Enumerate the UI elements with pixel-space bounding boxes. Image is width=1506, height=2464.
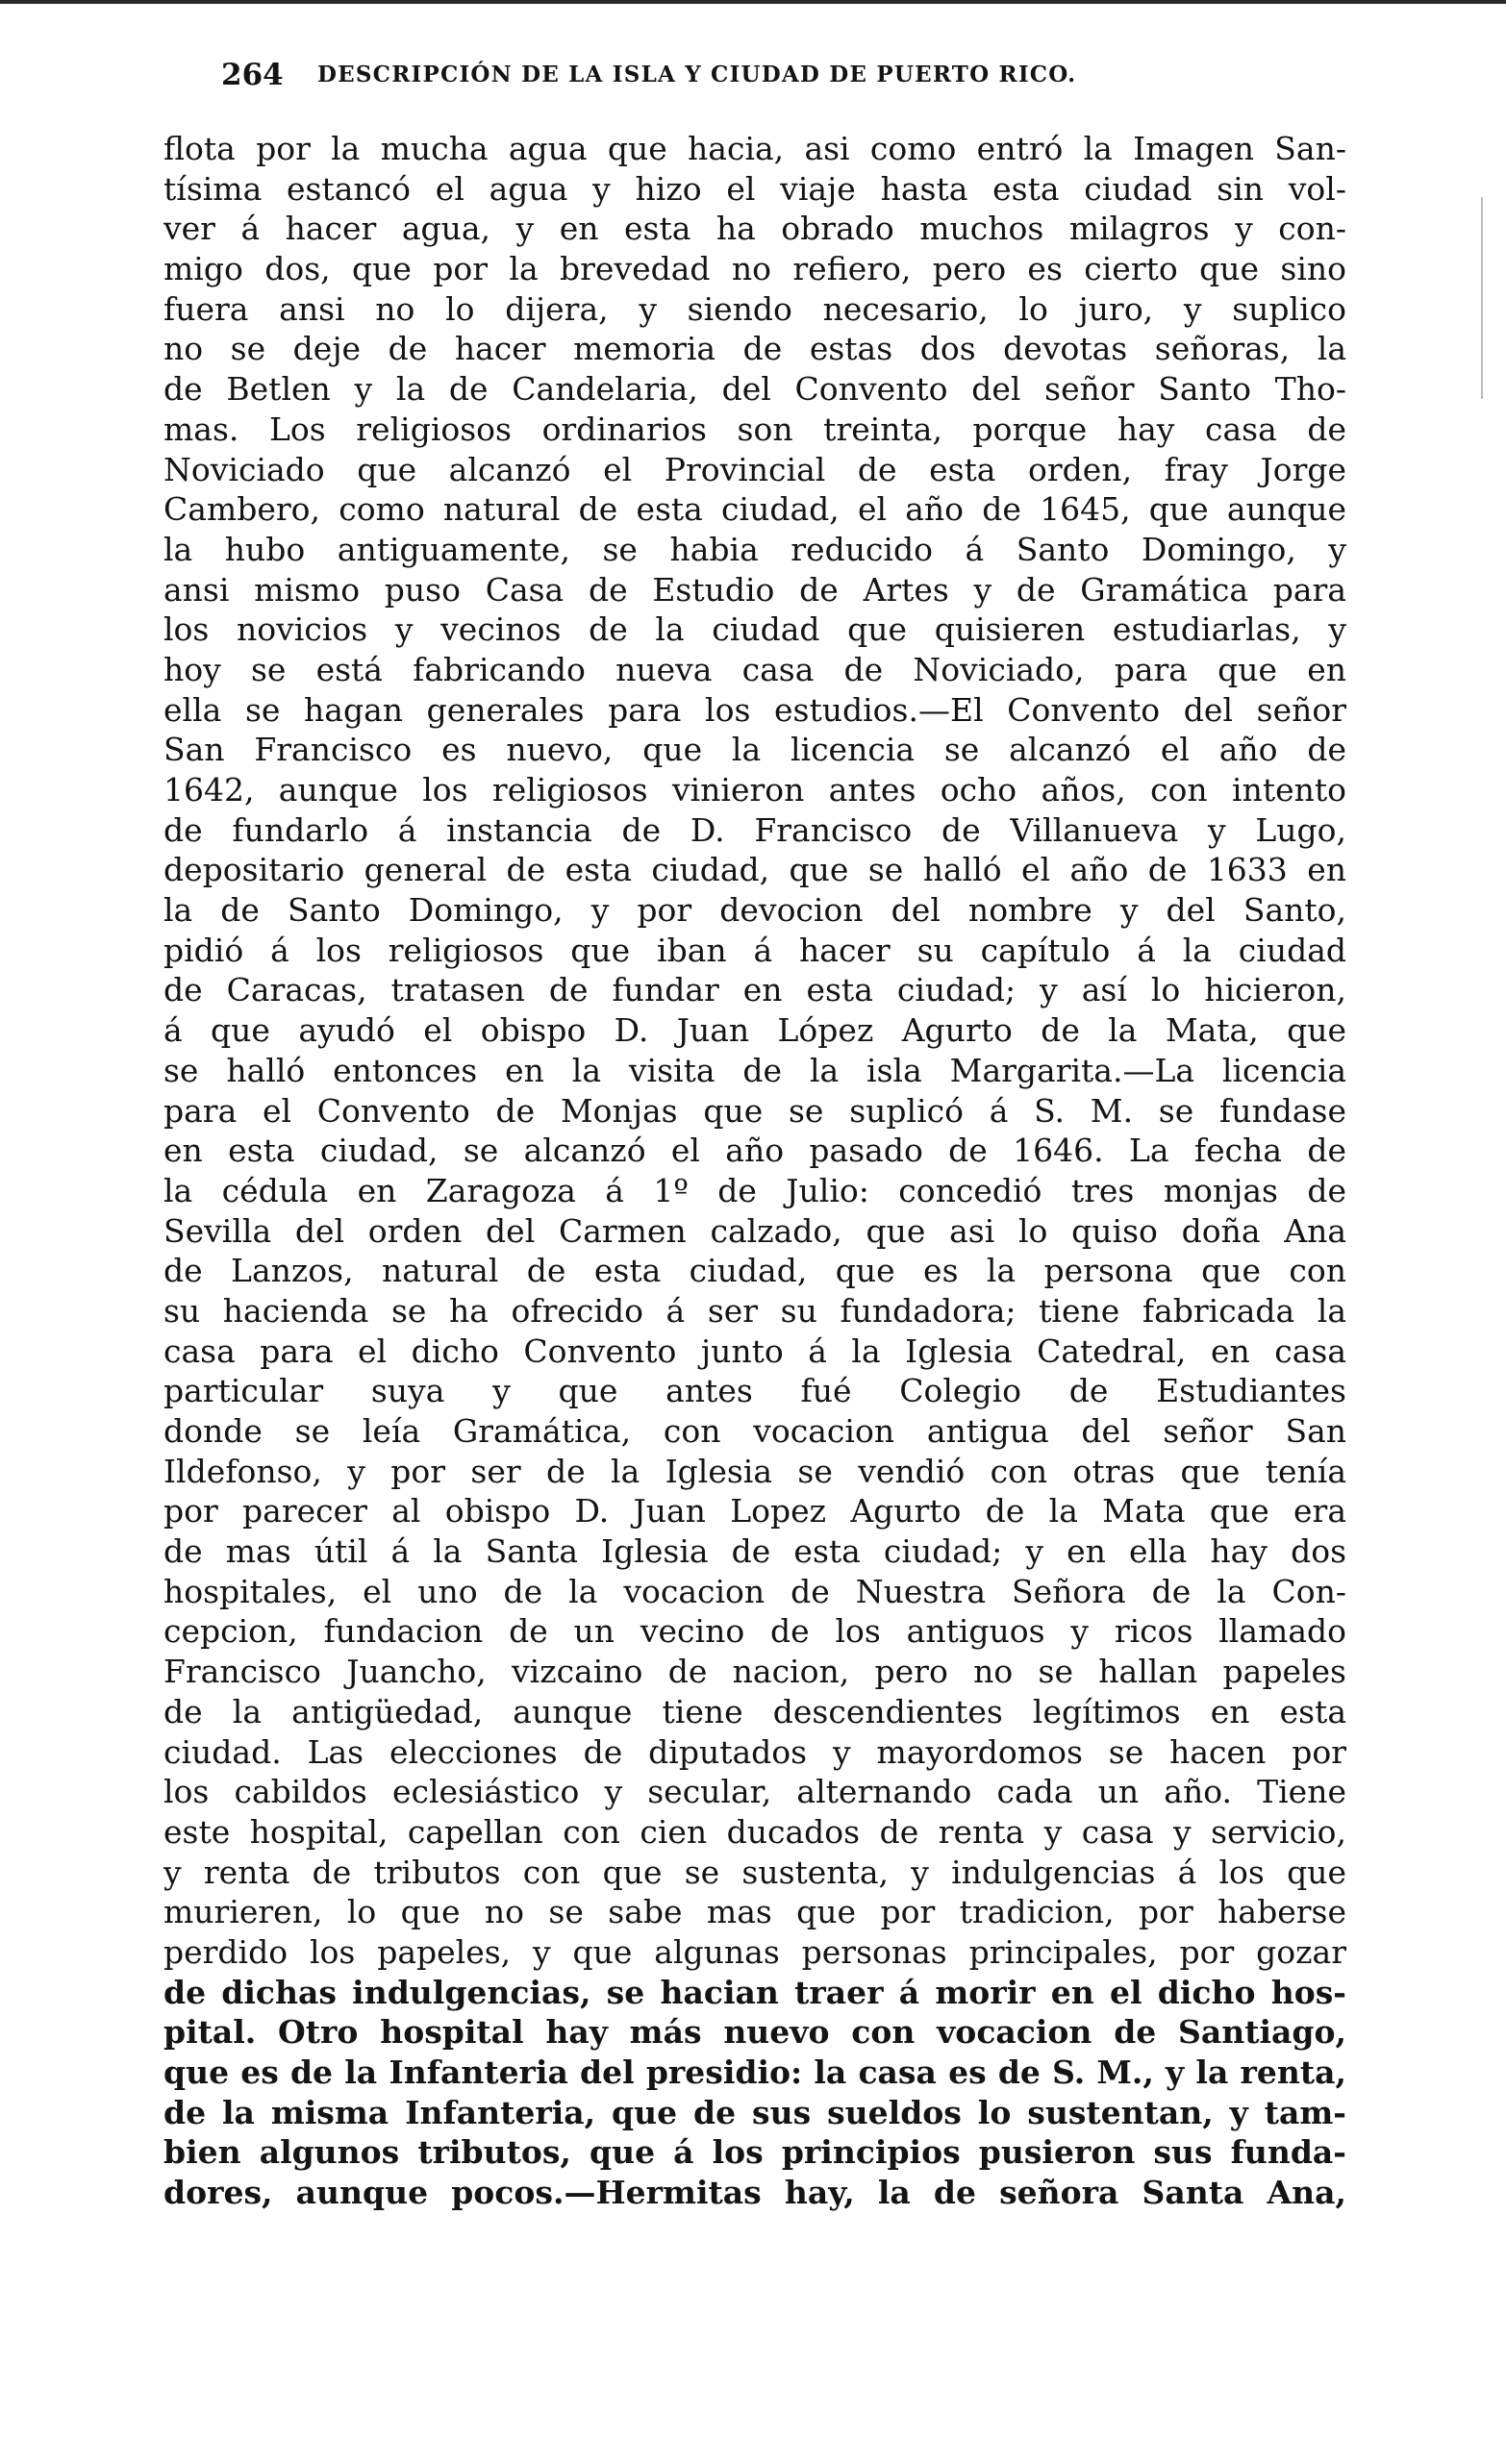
text-line: donde se leía Gramática, con vocacion antigua del señor San xyxy=(163,1412,1346,1450)
text-line: que es de la Infanteria del presidio: la casa es de S. M., y la renta, xyxy=(163,2053,1346,2091)
text-line: Ildefonso, y por ser de la Iglesia se vendió con otras que tenía xyxy=(163,1452,1346,1490)
running-title: DESCRIPCIÓN DE LA ISLA Y CIUDAD DE PUERTO RICO. xyxy=(317,62,1077,87)
text-line: tísima estancó el agua y hizo el viaje hasta esta ciudad sin vol- xyxy=(163,169,1346,208)
text-line: depositario general de esta ciudad, que se halló el año de 1633 en xyxy=(163,851,1346,889)
text-line: este hospital, capellan con cien ducados de renta y casa y servicio, xyxy=(163,1812,1346,1851)
text-line: de Betlen y la de Candelaria, del Convento del señor Santo Tho- xyxy=(163,370,1346,409)
text-line: 1642, aunque los religiosos vinieron antes ocho años, con intento xyxy=(163,771,1346,809)
text-line: flota por la mucha agua que hacia, asi como entró la Imagen San- xyxy=(163,130,1346,167)
text-line: Cambero, como natural de esta ciudad, el año de 1645, que aunque xyxy=(163,490,1346,529)
text-line: mas. Los religiosos ordinarios son treinta, porque hay casa de xyxy=(163,410,1346,448)
text-line: particular suya y que antes fué Colegio de Estudiantes xyxy=(163,1372,1346,1410)
text-line: á que ayudó el obispo D. Juan López Agurto de la Mata, que xyxy=(163,1011,1346,1050)
text-line: de la misma Infanteria, que de sus sueldos lo sustentan, y tam- xyxy=(163,2093,1346,2131)
page-number: 264 xyxy=(221,58,284,92)
body-text xyxy=(163,129,1346,2213)
text-line: pital. Otro hospital hay más nuevo con vocacion de Santiago, xyxy=(163,2013,1346,2052)
text-line: no se deje de hacer memoria de estas dos devotas señoras, la xyxy=(163,330,1346,368)
text-line: pidió á los religiosos que iban á hacer su capítulo á la ciudad xyxy=(163,931,1346,969)
text-line: dores, aunque pocos.—Hermitas hay, la de señora Santa Ana, xyxy=(163,2174,1346,2212)
text-line: ver á hacer agua, y en esta ha obrado muchos milagros y con- xyxy=(163,210,1346,248)
margin-mark xyxy=(1481,197,1483,399)
text-line: casa para el dicho Convento junto á la Iglesia Catedral, en casa xyxy=(163,1332,1346,1370)
text-line: su hacienda se ha ofrecido á ser su fundadora; tiene fabricada la xyxy=(163,1291,1346,1330)
text-line: hoy se está fabricando nueva casa de Noviciado, para que en xyxy=(163,650,1346,688)
text-line: y renta de tributos con que se sustenta, y indulgencias á los que xyxy=(163,1853,1346,1891)
text-line: la de Santo Domingo, y por devocion del nombre y del Santo, xyxy=(163,891,1346,930)
text-line: para el Convento de Monjas que se suplicó á S. M. se fundase xyxy=(163,1091,1346,1130)
text-line: perdido los papeles, y que algunas personas principales, por gozar xyxy=(163,1932,1346,1971)
text-line: los novicios y vecinos de la ciudad que quisieren estudiarlas, y xyxy=(163,610,1346,649)
text-line: migo dos, que por la brevedad no refiero, pero es cierto que sino xyxy=(163,250,1346,288)
text-line: los cabildos eclesiástico y secular, alternando cada un año. Tiene xyxy=(163,1773,1346,1811)
text-line: murieren, lo que no se sabe mas que por tradicion, por haberse xyxy=(163,1893,1346,1931)
text-line: cepcion, fundacion de un vecino de los antiguos y ricos llamado xyxy=(163,1612,1346,1651)
running-head xyxy=(163,58,1346,115)
text-line: hospitales, el uno de la vocacion de Nuestra Señora de la Con- xyxy=(163,1572,1346,1610)
text-line: de dichas indulgencias, se hacian traer á morir en el dicho hos- xyxy=(163,1973,1346,2011)
text-line: San Francisco es nuevo, que la licencia se alcanzó el año de xyxy=(163,731,1346,769)
text-line: de Caracas, tratasen de fundar en esta ciudad; y así lo hicieron, xyxy=(163,971,1346,1009)
text-line: de mas útil á la Santa Iglesia de esta ciudad; y en ella hay dos xyxy=(163,1532,1346,1571)
text-line: la hubo antiguamente, se habia reducido á Santo Domingo, y xyxy=(163,530,1346,568)
text-line: ella se hagan generales para los estudios.—El Convento del señor xyxy=(163,690,1346,729)
text-line: en esta ciudad, se alcanzó el año pasado de 1646. La fecha de xyxy=(163,1132,1346,1170)
text-line: por parecer al obispo D. Juan Lopez Agurto de la Mata que era xyxy=(163,1492,1346,1531)
text-line: ciudad. Las elecciones de diputados y mayordomos se hacen por xyxy=(163,1732,1346,1771)
text-line: ansi mismo puso Casa de Estudio de Artes y de Gramática para xyxy=(163,570,1346,609)
text-line: de Lanzos, natural de esta ciudad, que es la persona que con xyxy=(163,1252,1346,1290)
text-line: Noviciado que alcanzó el Provincial de esta orden, fray Jorge xyxy=(163,450,1346,488)
text-line: fuera ansi no lo dijera, y siendo necesario, lo juro, y suplico xyxy=(163,289,1346,328)
text-line: la cédula en Zaragoza á 1º de Julio: concedió tres monjas de xyxy=(163,1171,1346,1209)
book-page xyxy=(163,58,1346,2213)
text-line: de la antigüedad, aunque tiene descendientes legítimos en esta xyxy=(163,1692,1346,1730)
text-line: se halló entonces en la visita de la isla Margarita.—La licencia xyxy=(163,1051,1346,1089)
top-border-rule xyxy=(0,0,1506,4)
text-line: Francisco Juancho, vizcaino de nacion, pero no se hallan papeles xyxy=(163,1653,1346,1691)
text-line: bien algunos tributos, que á los principios pusieron sus funda- xyxy=(163,2133,1346,2172)
text-line: Sevilla del orden del Carmen calzado, que asi lo quiso doña Ana xyxy=(163,1211,1346,1250)
text-line: de fundarlo á instancia de D. Francisco de Villanueva y Lugo, xyxy=(163,810,1346,849)
